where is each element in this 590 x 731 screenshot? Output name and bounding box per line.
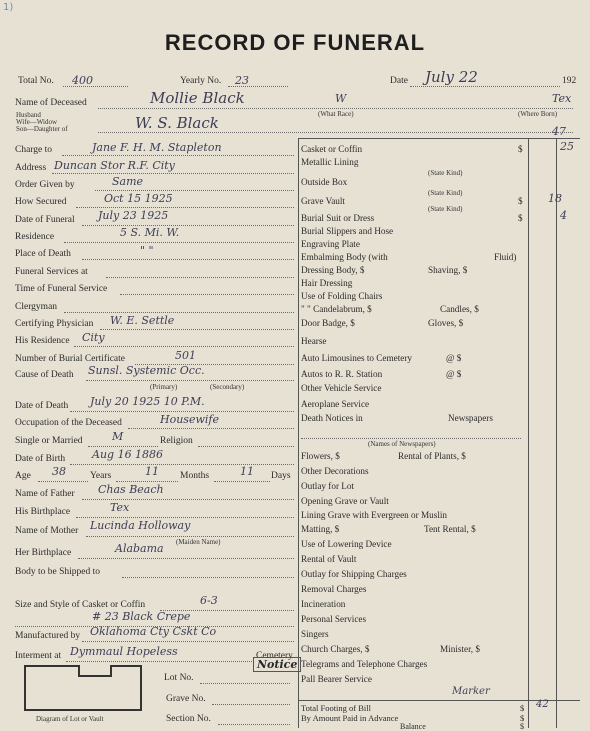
right-row [301,318,355,328]
her-birthplace-value: Alabama [115,542,164,555]
row-label: Outlay for Shipping Charges [301,569,407,579]
column-divider [298,138,299,728]
name-of-father-label: Name of Father [15,489,75,499]
funeral-services-label: Funeral Services at [15,267,88,277]
place-of-death-line [82,259,294,260]
interment-label: Interment at [15,651,62,661]
his-residence-line [74,346,294,347]
name-of-deceased-label: Name of Deceased [15,98,87,108]
corner-mark: 1) [3,2,14,13]
suit-amount: 4 [560,209,567,222]
row-suffix: @ $ [446,369,462,379]
row-label: Auto Limousines to Cemetery [301,353,412,363]
name-of-mother-value: Lucinda Holloway [90,519,191,532]
right-row [301,466,369,476]
charge-to-value: Jane F. H. M. Stapleton [92,141,222,154]
cause-of-death-label: Cause of Death [15,370,74,380]
row-label: Rental of Vault [301,554,357,564]
row-suffix: Fluid) [494,252,517,262]
row-label: Hair Dressing [301,278,353,288]
husband-label: Husband [16,111,41,119]
right-row [301,157,358,167]
row-suffix: Tent Rental, $ [424,524,476,534]
place-of-death-value: " " [140,244,154,257]
yearly-no-value: 23 [235,74,249,87]
age-value: 38 [52,465,66,478]
how-secured-line [76,207,294,208]
row-suffix: $ [518,213,523,223]
diagram-caption: Diagram of Lot or Vault [36,715,104,723]
right-row [301,413,363,423]
right-row [301,304,372,314]
row-label: Autos to R. R. Station [301,369,383,379]
right-row [301,144,362,154]
state-kind-caption-1: (State Kind) [428,169,463,177]
row-label: Personal Services [301,614,367,624]
section-no-line [218,724,290,725]
row-label: Use of Lowering Device [301,539,392,549]
single-or-married-line [88,446,158,447]
occupation-line [128,428,294,429]
lot-diagram-box [24,665,142,711]
residence-value: 5 S. Mi. W. [120,226,180,239]
yearly-no-label: Yearly No. [180,76,222,86]
his-residence-value: City [82,331,105,344]
row-label: Removal Charges [301,584,367,594]
son-daughter-label: Son—Daughter of [16,125,68,133]
name-of-mother-line [86,536,294,537]
age-months-value: 11 [145,465,159,478]
what-race-caption: (What Race) [318,110,354,118]
right-row [301,629,329,639]
row-label: Church Charges, $ [301,644,370,654]
right-row [301,599,345,609]
row-label: Hearse [301,336,327,346]
right-row [301,659,427,669]
residence-label: Residence [15,232,55,242]
row-suffix: Rental of Plants, $ [398,451,466,461]
right-row [301,554,356,564]
row-label: Grave Vault [301,196,345,206]
burial-certificate-value: 501 [175,349,196,362]
date-of-birth-label: Date of Birth [15,454,66,464]
name-of-deceased-value: Mollie Black [150,89,245,107]
right-row [301,196,345,206]
row-label: Embalming Body (with [301,252,388,262]
row-label: Burial Slippers and Hose [301,226,394,236]
age-days-value: 11 [240,465,254,478]
cause-of-death-line [86,380,294,381]
right-top-rule [298,138,580,139]
row-label: Engraving Plate [301,239,360,249]
age-line [38,481,88,482]
row-label: Lining Grave with Evergreen or Muslin [301,510,448,520]
row-label: Burial Suit or Dress [301,213,375,223]
names-newspapers-caption: (Names of Newspapers) [368,440,436,448]
name-of-deceased-line [98,108,573,109]
amount-top-value: 47 [552,125,566,138]
newspaper-names-line [301,438,521,439]
advance-suffix: $ [520,713,525,723]
right-row [301,524,339,534]
right-row [301,399,369,409]
order-given-value: Same [112,175,144,188]
days-line [214,481,270,482]
right-row [301,177,347,187]
date-line [410,86,560,87]
months-line [116,481,178,482]
row-suffix: @ $ [446,353,462,363]
address-line [52,173,294,174]
primary-caption: (Primary) [150,383,178,391]
date-value: July 22 [425,68,478,86]
cause-of-death-value: Sunsl. Systemic Occ. [88,364,205,377]
page-title: RECORD OF FUNERAL [164,30,426,55]
date-of-death-line [70,411,294,412]
casket-amount: 25 [560,140,574,153]
name-of-father-line [82,499,294,500]
row-label: Incineration [301,599,346,609]
grave-no-line [212,704,290,705]
date-of-birth-value: Aug 16 1886 [92,448,164,461]
manufactured-by-label: Manufactured by [15,631,81,641]
right-row [301,569,407,579]
how-secured-value: Oct 15 1925 [104,192,173,205]
charge-to-line [62,155,294,156]
his-birthplace-label: His Birthplace [15,507,71,517]
right-row [301,353,412,363]
row-label: " " Candelabrum, $ [301,304,372,314]
advance-label: By Amount Paid in Advance [301,713,399,723]
residence-line [64,242,294,243]
casket-extra-value: # 23 Black Crepe [92,610,191,623]
address-value: Duncan Stor R.F. City [54,159,175,172]
row-label: Singers [301,629,329,639]
clergyman-line [64,312,294,313]
row-label: Pall Bearer Service [301,674,372,684]
charge-to-label: Charge to [15,145,53,155]
his-residence-label: His Residence [15,336,70,346]
right-row [301,481,354,491]
row-label: Use of Folding Chairs [301,291,383,301]
manufactured-by-value: Oklahoma Cty Cskt Co [90,625,217,638]
right-row [301,252,388,262]
row-label: Other Vehicle Service [301,383,382,393]
right-row [301,510,447,520]
right-row [301,496,389,506]
right-row [301,539,392,549]
date-of-death-label: Date of Death [15,401,69,411]
burial-certificate-label: Number of Burial Certificate [15,354,126,364]
right-row [301,369,382,379]
secondary-caption: (Secondary) [210,383,245,391]
lot-no-label: Lot No. [164,673,194,683]
cemetery-label: Cemetery [256,651,293,661]
row-suffix: Shaving, $ [428,265,468,275]
his-birthplace-value: Tex [110,501,130,514]
cents-divider [556,138,557,728]
occupation-value: Housewife [160,413,219,426]
religion-label: Religion [160,436,193,446]
right-row [301,291,382,301]
his-birthplace-line [76,517,294,518]
right-row [301,226,393,236]
husband-value: W. S. Black [135,114,219,132]
date-of-funeral-line [82,225,294,226]
right-row [301,584,366,594]
right-row [301,614,366,624]
row-label: Opening Grave or Vault [301,496,389,506]
address-label: Address [15,163,47,173]
vault-amount: 18 [548,192,562,205]
where-born-caption: (Where Born) [518,110,558,118]
grave-no-label: Grave No. [166,694,206,704]
right-row [301,451,340,461]
row-label: Outlay for Lot [301,481,355,491]
balance-suffix: $ [520,722,524,731]
years-label: Years [90,471,112,481]
section-no-label: Section No. [166,714,211,724]
lot-no-line [200,683,290,684]
date-suffix: 192 [562,76,577,86]
manufactured-by-line [82,641,294,642]
row-suffix: $ [518,144,523,154]
time-of-service-line [120,294,294,295]
single-or-married-value: M [112,430,124,443]
right-row [301,239,360,249]
row-suffix: Newspapers [448,413,493,423]
race-value: W [335,92,347,105]
date-of-funeral-label: Date of Funeral [15,215,75,225]
date-of-death-value: July 20 1925 10 P.M. [90,395,205,408]
name-of-mother-label: Name of Mother [15,526,79,536]
certifying-physician-value: W. E. Settle [110,314,175,327]
funeral-services-line [106,277,294,278]
right-row [301,644,369,654]
name-of-father-value: Chas Beach [98,483,164,496]
state-kind-caption-2: (State Kind) [428,189,463,197]
row-label: Metallic Lining [301,157,359,167]
where-born-value: Tex [552,92,572,105]
total-footing-label: Total Footing of Bill [301,703,372,713]
row-label: Flowers, $ [301,451,340,461]
right-row [301,265,364,275]
row-label: Telegrams and Telephone Charges [301,659,428,669]
time-of-service-label: Time of Funeral Service [15,284,108,294]
right-row [301,278,352,288]
days-label: Days [271,471,291,481]
casket-size-label: Size and Style of Casket or Coffin [15,600,146,610]
place-of-death-label: Place of Death [15,249,71,259]
how-secured-label: How Secured [15,197,67,207]
right-row [301,383,381,393]
right-row [301,674,372,684]
marker-value: Marker [452,686,490,697]
maiden-name-caption: (Maiden Name) [176,538,221,546]
order-given-line [95,190,294,191]
wife-widow-label: Wife—Widow [16,118,58,126]
lot-diagram-notch [78,665,112,677]
her-birthplace-line [78,558,294,559]
interment-line [66,661,254,662]
interment-value: Dymmaul Hopeless [70,645,178,658]
amount-divider [528,138,529,728]
row-label: Door Badge, $ [301,318,355,328]
row-suffix: Minister, $ [440,644,480,654]
row-suffix: Candles, $ [440,304,479,314]
date-of-birth-line [70,464,294,465]
row-suffix: $ [518,196,523,206]
row-label: Other Decorations [301,466,369,476]
date-label: Date [390,76,408,86]
row-label: Casket or Coffin [301,144,363,154]
balance-label: Balance [400,722,426,731]
body-shipped-label: Body to be Shipped to [15,567,100,577]
right-row [301,213,374,223]
order-given-label: Order Given by [15,180,75,190]
occupation-label: Occupation of the Deceased [15,418,122,428]
row-label: Death Notices in [301,413,363,423]
casket-size-value: 6-3 [200,594,218,607]
row-label: Matting, $ [301,524,340,534]
date-of-funeral-value: July 23 1925 [98,209,169,222]
state-kind-caption-3: (State Kind) [428,205,463,213]
row-suffix: Gloves, $ [428,318,464,328]
body-shipped-line [122,577,294,578]
religion-line [198,446,294,447]
notice-label: Notice [253,657,301,672]
her-birthplace-label: Her Birthplace [15,548,72,558]
right-row [301,336,327,346]
age-label: Age [15,471,31,481]
total-no-label: Total No. [18,76,54,86]
row-label: Outside Box [301,177,348,187]
total-footing-suffix: $ [520,703,525,713]
months-label: Months [180,471,210,481]
row-label: Dressing Body, $ [301,265,365,275]
total-footing-value: 42 [536,699,549,710]
row-label: Aeroplane Service [301,399,370,409]
total-no-value: 400 [72,74,93,87]
single-or-married-label: Single or Married [15,436,83,446]
certifying-physician-label: Certifying Physician [15,319,94,329]
husband-line [98,132,573,133]
clergyman-label: Clergyman [15,302,58,312]
certifying-physician-line [100,329,294,330]
